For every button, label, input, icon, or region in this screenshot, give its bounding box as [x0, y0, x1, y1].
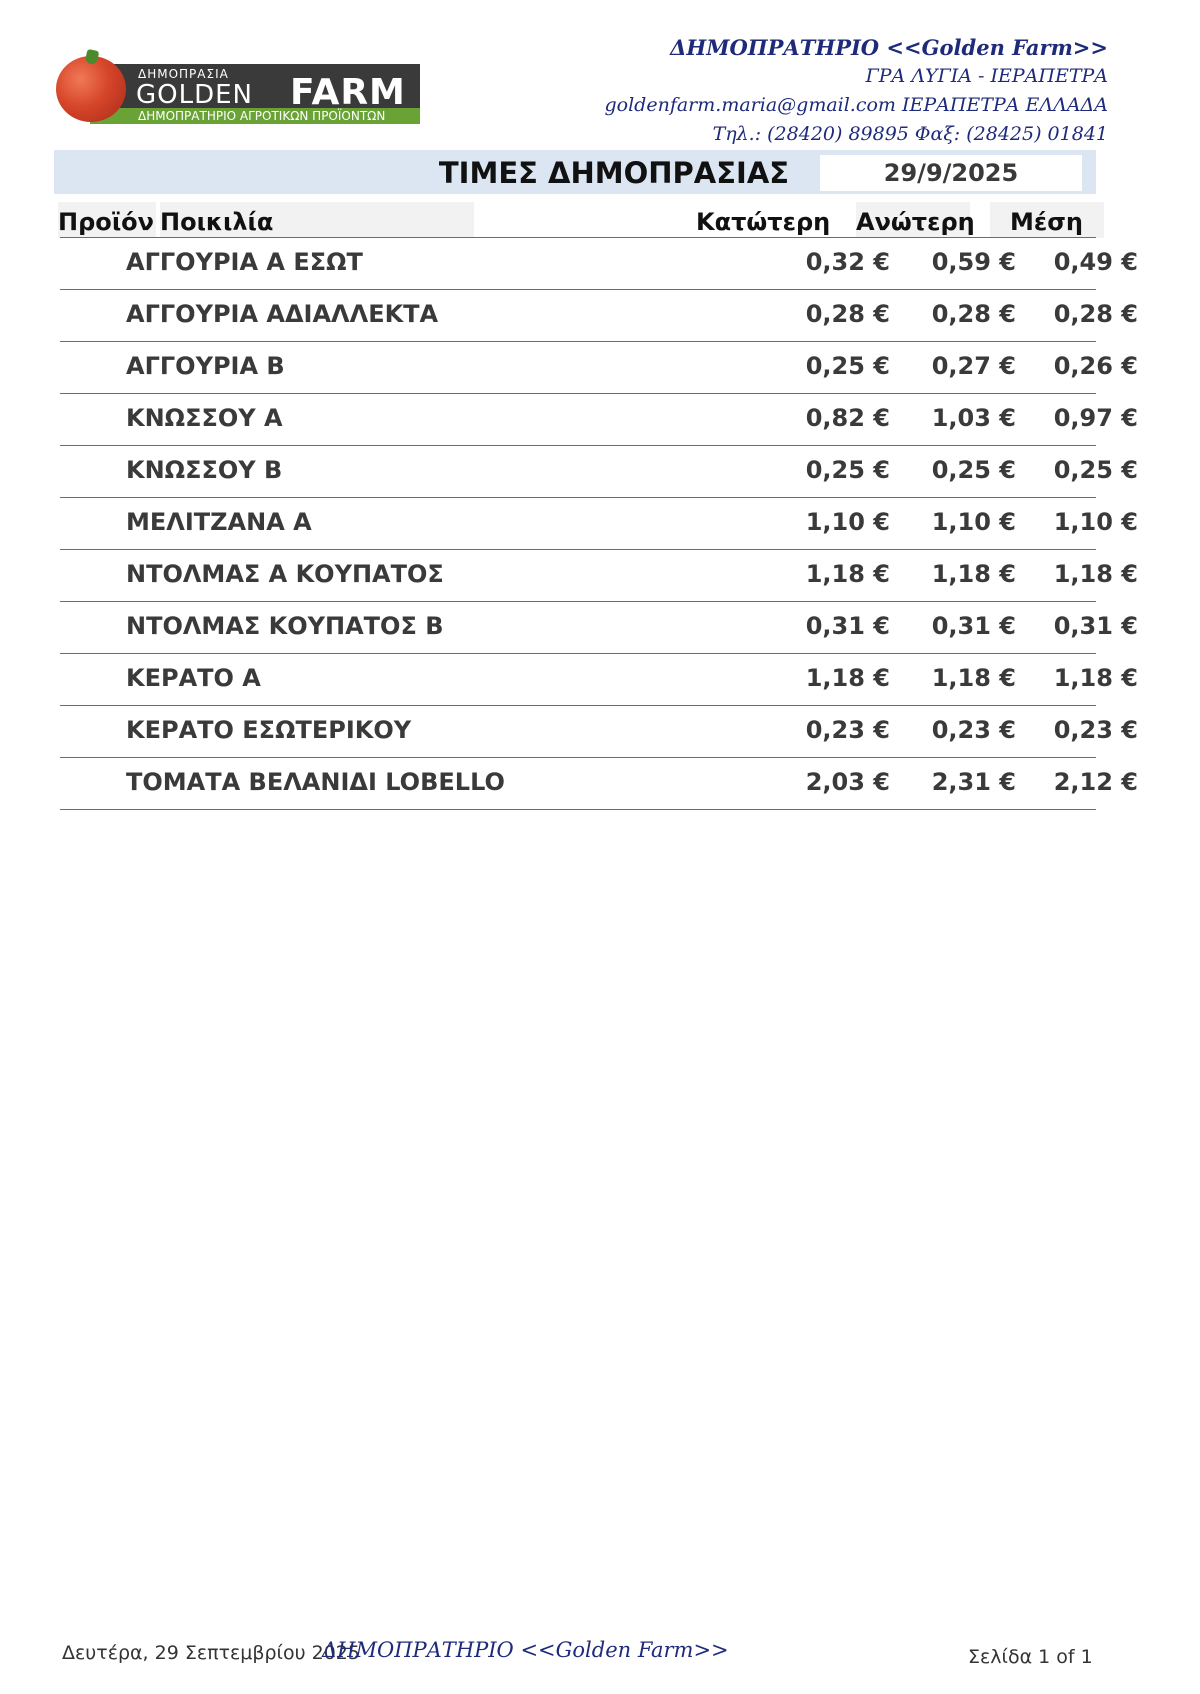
row-min-price: 1,18 €	[805, 560, 890, 588]
table-row	[60, 653, 1138, 705]
row-max-price: 0,31 €	[931, 612, 1016, 640]
table-row	[60, 705, 1138, 757]
table-row	[60, 393, 1138, 445]
row-product-name: ΜΕΛΙΤΖΑΝΑ Α	[126, 508, 312, 536]
row-min-price: 0,82 €	[805, 404, 890, 432]
table-row	[60, 549, 1138, 601]
row-min-price: 2,03 €	[805, 768, 890, 796]
row-max-price: 1,10 €	[931, 508, 1016, 536]
row-min-price: 0,25 €	[805, 352, 890, 380]
row-min-price: 0,28 €	[805, 300, 890, 328]
column-header-avg-label: Μέση	[1010, 208, 1084, 236]
row-avg-price: 2,12 €	[1053, 768, 1138, 796]
row-avg-price: 0,97 €	[1053, 404, 1138, 432]
row-min-price: 0,25 €	[805, 456, 890, 484]
row-product-name: ΝΤΟΛΜΑΣ Α ΚΟΥΠΑΤΟΣ	[126, 560, 444, 588]
table-row	[60, 289, 1138, 341]
row-max-price: 1,18 €	[931, 664, 1016, 692]
logo-farm-text: FARM	[290, 72, 406, 113]
row-avg-price: 1,10 €	[1053, 508, 1138, 536]
company-info	[548, 34, 1108, 149]
row-avg-price: 0,31 €	[1053, 612, 1138, 640]
row-product-name: ΑΓΓΟΥΡΙΑ Β	[126, 352, 285, 380]
table-row	[60, 757, 1138, 810]
column-header-max-label: Ανώτερη	[856, 208, 975, 236]
row-avg-price: 1,18 €	[1053, 560, 1138, 588]
column-header-avg	[990, 202, 1104, 238]
company-phone-fax: Τηλ.: (28420) 89895 Φαξ: (28425) 01841	[712, 123, 1108, 145]
company-address: ΓΡΑ ΛΥΓΙΑ - ΙΕΡΑΠΕΤΡΑ	[865, 65, 1108, 87]
row-max-price: 0,28 €	[931, 300, 1016, 328]
row-avg-price: 0,49 €	[1053, 248, 1138, 276]
title-band	[54, 150, 1096, 194]
row-min-price: 0,23 €	[805, 716, 890, 744]
column-header-min-label: Κατώτερη	[696, 208, 831, 236]
row-min-price: 0,31 €	[805, 612, 890, 640]
table-row	[60, 237, 1138, 289]
row-avg-price: 1,18 €	[1053, 664, 1138, 692]
row-product-name: ΑΓΓΟΥΡΙΑ Α ΕΣΩΤ	[126, 248, 363, 276]
table-row	[60, 601, 1138, 653]
company-email-city: goldenfarm.maria@gmail.com ΙΕΡΑΠΕΤΡΑ ΕΛΛΑΔΑ	[604, 94, 1108, 116]
row-min-price: 1,18 €	[805, 664, 890, 692]
row-product-name: ΚΕΡΑΤΟ Α	[126, 664, 261, 692]
column-header-min	[696, 202, 830, 238]
row-avg-price: 0,23 €	[1053, 716, 1138, 744]
footer-date: Δευτέρα, 29 Σεπτεμβρίου 2025	[62, 1642, 360, 1664]
company-logo	[54, 50, 420, 126]
company-name: ΔΗΜΟΠΡΑΤΗΡΙΟ <<Golden Farm>>	[670, 35, 1108, 60]
row-max-price: 0,59 €	[931, 248, 1016, 276]
row-max-price: 1,18 €	[931, 560, 1016, 588]
table-row	[60, 341, 1138, 393]
row-min-price: 0,32 €	[805, 248, 890, 276]
price-table	[60, 237, 1138, 810]
footer-company: ΔΗΜΟΠΡΑΤΗΡΙΟ <<Golden Farm>>	[322, 1638, 729, 1662]
table-row	[60, 497, 1138, 549]
row-avg-price: 0,28 €	[1053, 300, 1138, 328]
logo-tagline: ΔΗΜΟΠΡΑΤΗΡΙΟ ΑΓΡΟΤΙΚΩΝ ΠΡΟΪΟΝΤΩΝ	[138, 109, 386, 123]
row-avg-price: 0,25 €	[1053, 456, 1138, 484]
row-max-price: 1,03 €	[931, 404, 1016, 432]
table-row	[60, 445, 1138, 497]
row-max-price: 2,31 €	[931, 768, 1016, 796]
logo-golden-text: GOLDEN	[136, 80, 253, 110]
column-header-variety	[160, 202, 474, 238]
row-product-name: ΑΓΓΟΥΡΙΑ ΑΔΙΑΛΛΕΚΤΑ	[126, 300, 439, 328]
row-max-price: 0,23 €	[931, 716, 1016, 744]
logo-small-text: ΔΗΜΟΠΡΑΣΙΑ	[138, 67, 229, 81]
column-header-max	[856, 202, 975, 238]
row-product-name: ΚΝΩΣΣΟΥ Β	[126, 456, 283, 484]
report-title: ΤΙΜΕΣ ΔΗΜΟΠΡΑΣΙΑΣ	[438, 156, 790, 190]
row-product-name: ΝΤΟΛΜΑΣ ΚΟΥΠΑΤΟΣ Β	[126, 612, 444, 640]
report-date: 29/9/2025	[820, 155, 1082, 191]
row-max-price: 0,25 €	[931, 456, 1016, 484]
column-header-product	[58, 202, 156, 238]
column-header-variety-label: Ποικιλία	[160, 208, 274, 236]
row-avg-price: 0,26 €	[1053, 352, 1138, 380]
footer-page-number: Σελίδα 1 of 1	[968, 1646, 1093, 1668]
row-product-name: ΚΕΡΑΤΟ ΕΣΩΤΕΡΙΚΟΥ	[126, 716, 412, 744]
row-min-price: 1,10 €	[805, 508, 890, 536]
tomato-icon	[56, 56, 126, 122]
row-product-name: ΚΝΩΣΣΟΥ Α	[126, 404, 283, 432]
row-product-name: ΤΟΜΑΤΑ ΒΕΛΑΝΙΔΙ LOBELLO	[126, 768, 505, 796]
column-header-product-label: Προϊόν	[58, 208, 154, 236]
row-max-price: 0,27 €	[931, 352, 1016, 380]
